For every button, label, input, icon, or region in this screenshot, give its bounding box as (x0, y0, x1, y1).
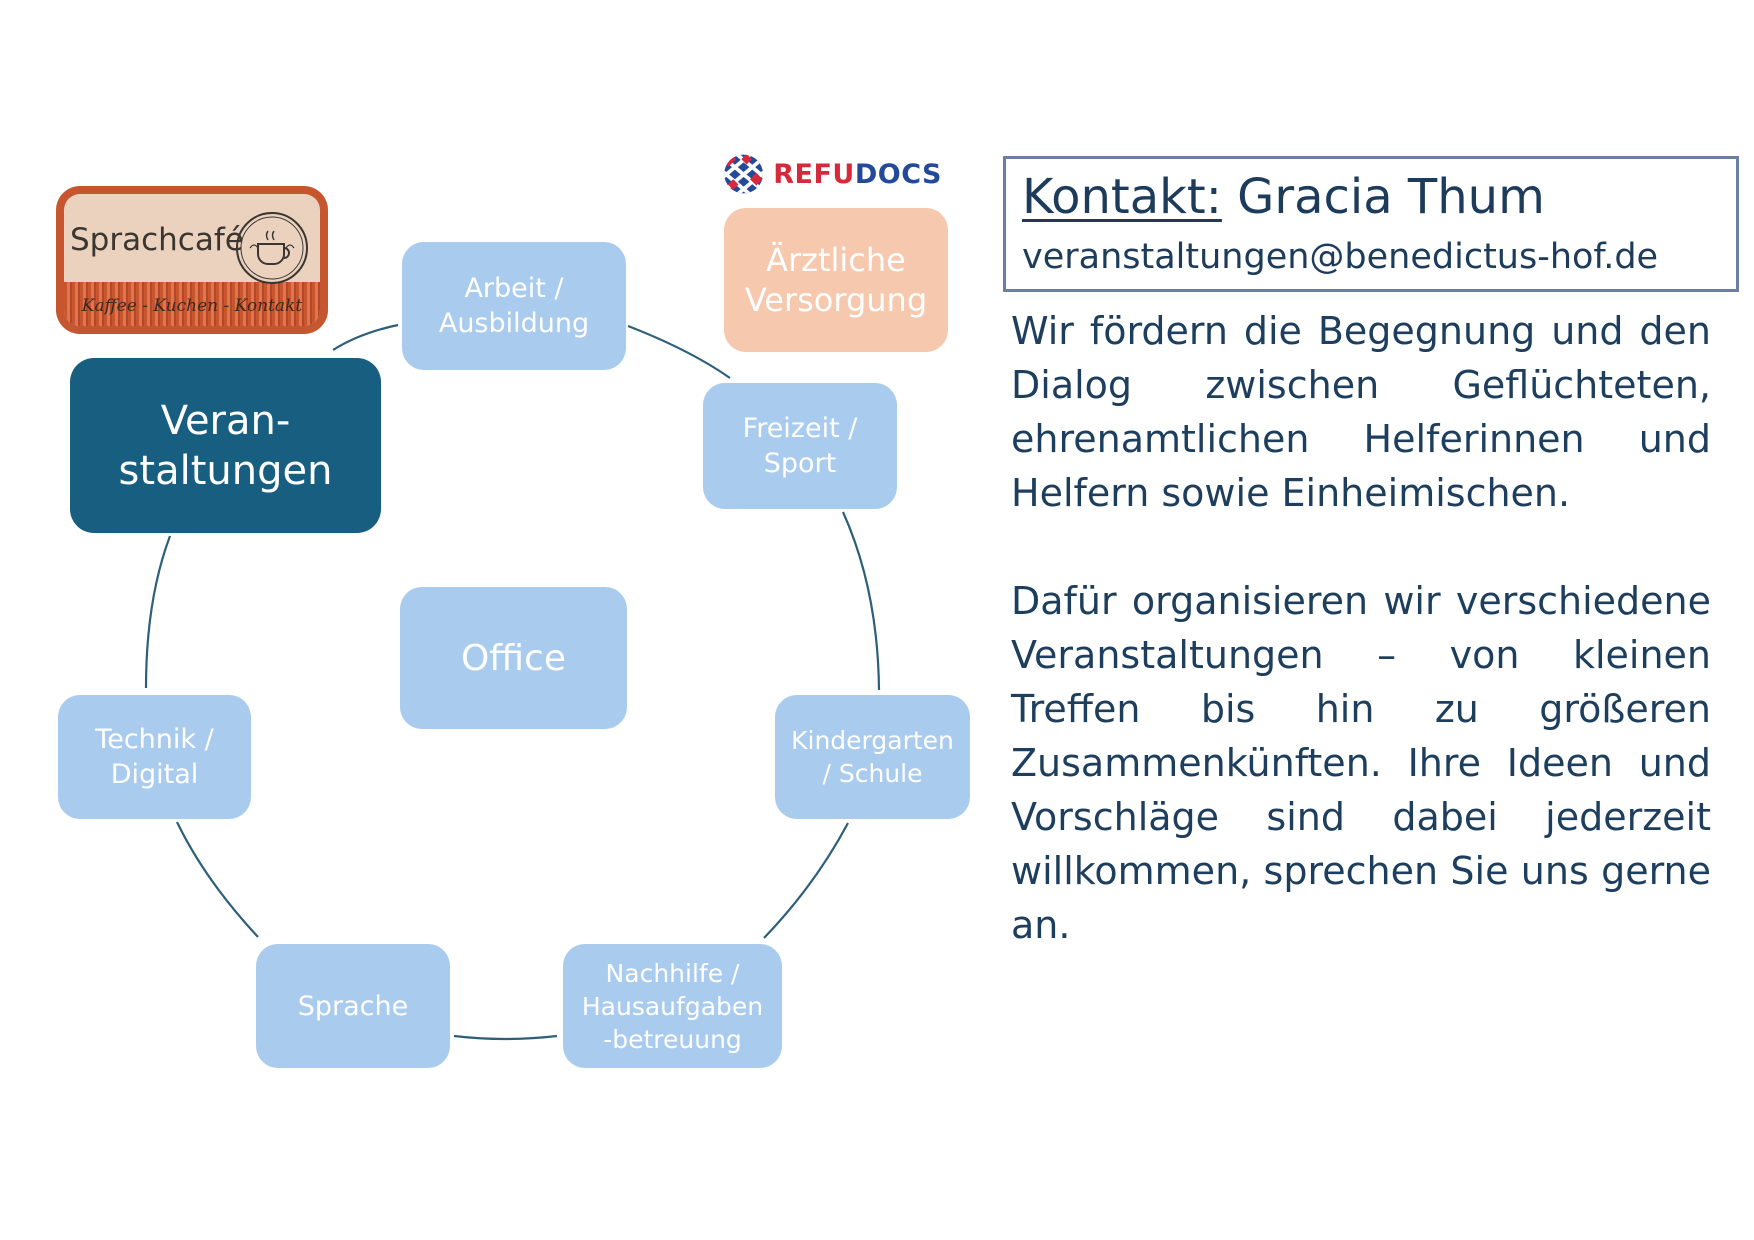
ring-arc (764, 823, 848, 938)
contact-email: veranstaltungen@benedictus-hof.de (1022, 237, 1659, 277)
refudocs-logo-docs: DOCS (854, 158, 942, 190)
node-veranstaltungen: Veran- staltungen (70, 358, 381, 533)
ring-arc (843, 512, 879, 690)
ring-arc (454, 1036, 557, 1039)
globe-icon (722, 145, 765, 203)
node-kindergarten-schule: Kindergarten / Schule (775, 695, 970, 819)
node-arbeit-ausbildung: Arbeit / Ausbildung (402, 242, 626, 370)
node-sprache: Sprache (256, 944, 450, 1068)
node-freizeit-sport: Freizeit / Sport (703, 383, 897, 509)
description-paragraph-2: Dafür organisieren wir verschiedene Veranstaltungen – von kleinen Treffen bis hin zu größeren Zusammenkünften. Ihre Ideen und Vorschläge sind dabei jederzeit willkommen, sprechen Sie uns gerne an. (1011, 579, 1711, 947)
contact-label: Kontakt: (1022, 169, 1222, 225)
ring-arc (333, 325, 398, 350)
contact-box (1003, 156, 1739, 292)
refudocs-logo (716, 140, 942, 208)
coffee-cup-icon (234, 210, 310, 286)
node-office: Office (400, 587, 627, 729)
sprachcafe-logo-title: Sprachcafé (70, 222, 244, 258)
ring-arc (628, 326, 730, 378)
contact-name: Gracia Thum (1237, 169, 1545, 225)
ring-arc (146, 536, 170, 688)
description-paragraph-1: Wir fördern die Begegnung und den Dialog zwischen Geflüchteten, ehrenamtlichen Helferinnen und Helfern sowie Einheimischen. (1011, 309, 1711, 515)
ring-arc (177, 822, 258, 937)
node-technik-digital: Technik / Digital (58, 695, 251, 819)
sprachcafe-logo (56, 186, 328, 334)
contact-title (1022, 169, 1545, 225)
node-nachhilfe-hausaufgabenbetreuung: Nachhilfe / Hausaufgaben -betreuung (563, 944, 782, 1068)
refudocs-logo-refu: REFU (773, 158, 855, 190)
sprachcafe-logo-tagline: Kaffee - Kuchen - Kontakt (81, 296, 303, 316)
node-aerztliche-versorgung: Ärztliche Versorgung (724, 208, 948, 352)
